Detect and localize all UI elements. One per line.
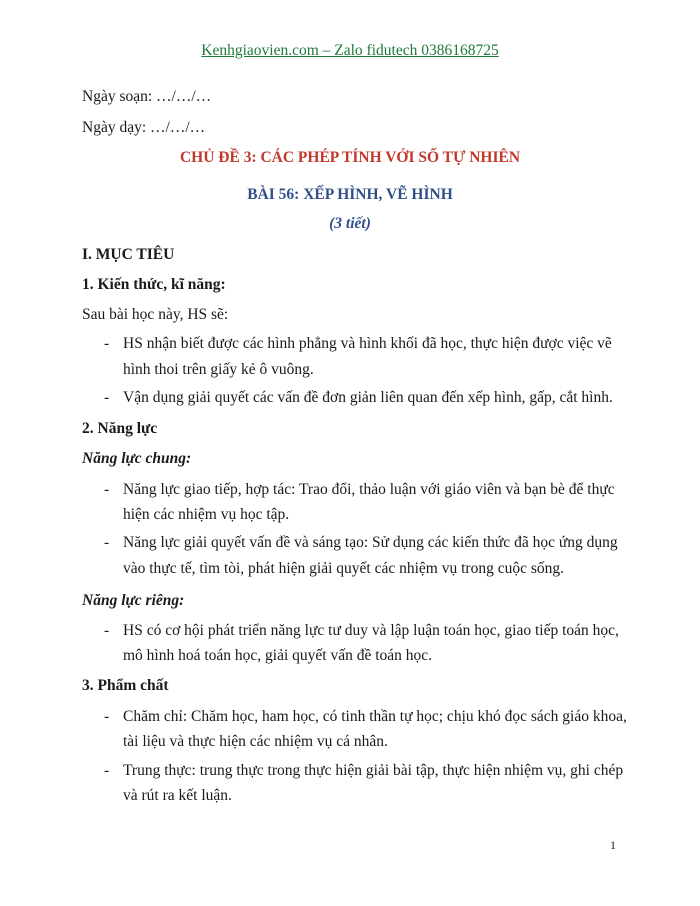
bullet-marker: - [104,534,110,551]
bullet-5-line-2: mô hình hoá toán học, giải quyết vấn đề toán học. [123,647,433,664]
ngay-day: Ngày dạy: …/…/… [82,119,206,136]
bullet-4-line-1: Năng lực giải quyết vấn đề và sáng tạo: Sử dụng các kiến thức đã học ứng dụng [123,534,618,551]
header-link[interactable]: Kenhgiaovien.com – Zalo fidutech 0386168725 [201,42,499,59]
subheading-kien-thuc: 1. Kiến thức, kĩ năng: [82,276,226,293]
bullet-1-line-1: HS nhận biết được các hình phẳng và hình khối đã học, thực hiện được việc vẽ [123,335,612,352]
subheading-nang-luc: 2. Năng lực [82,420,158,437]
subheading-pham-chat: 3. Phẩm chất [82,677,169,694]
intro-text: Sau bài học này, HS sẽ: [82,306,229,323]
nang-luc-rieng-label: Năng lực riêng: [82,592,185,609]
bullet-6-line-1: Chăm chỉ: Chăm học, ham học, có tinh thần tự học; chịu khó đọc sách giáo khoa, [123,708,627,725]
bullet-marker: - [104,622,110,639]
bullet-6-line-2: tài liệu và thực hiện các nhiệm vụ cá nhân. [123,733,388,750]
bullet-marker: - [104,762,110,779]
bullet-1-line-2: hình thoi trên giấy kẻ ô vuông. [123,361,314,378]
page-number: 1 [610,838,616,852]
bullet-marker: - [104,335,110,352]
bullet-2: Vận dụng giải quyết các vấn đề đơn giản liên quan đến xếp hình, gấp, cắt hình. [123,389,613,406]
bullet-7-line-2: và rút ra kết luận. [123,787,232,804]
bullet-3-line-2: hiện các nhiệm vụ học tập. [123,506,290,523]
bullet-5-line-1: HS có cơ hội phát triển năng lực tư duy và lập luận toán học, giao tiếp toán học, [123,622,619,639]
bullet-marker: - [104,389,110,406]
bullet-marker: - [104,481,110,498]
section-heading-muc-tieu: I. MỤC TIÊU [82,246,175,263]
bullet-4-line-2: vào thực tế, tìm tòi, phát hiện giải quyết các nhiệm vụ trong cuộc sống. [123,560,565,577]
nang-luc-chung-label: Năng lực chung: [82,450,192,467]
bullet-7-line-1: Trung thực: trung thực trong thực hiện giải bài tập, thực hiện nhiệm vụ, ghi chép [123,762,624,779]
bai-title: BÀI 56: XẾP HÌNH, VẼ HÌNH [247,186,453,203]
chu-de-title: CHỦ ĐỀ 3: CÁC PHÉP TÍNH VỚI SỐ TỰ NHIÊN [179,149,521,166]
bullet-3-line-1: Năng lực giao tiếp, hợp tác: Trao đổi, thảo luận với giáo viên và bạn bè để thực [123,481,615,498]
tiet-label: (3 tiết) [329,215,371,232]
ngay-soan: Ngày soạn: …/…/… [82,88,212,105]
bullet-marker: - [104,708,110,725]
